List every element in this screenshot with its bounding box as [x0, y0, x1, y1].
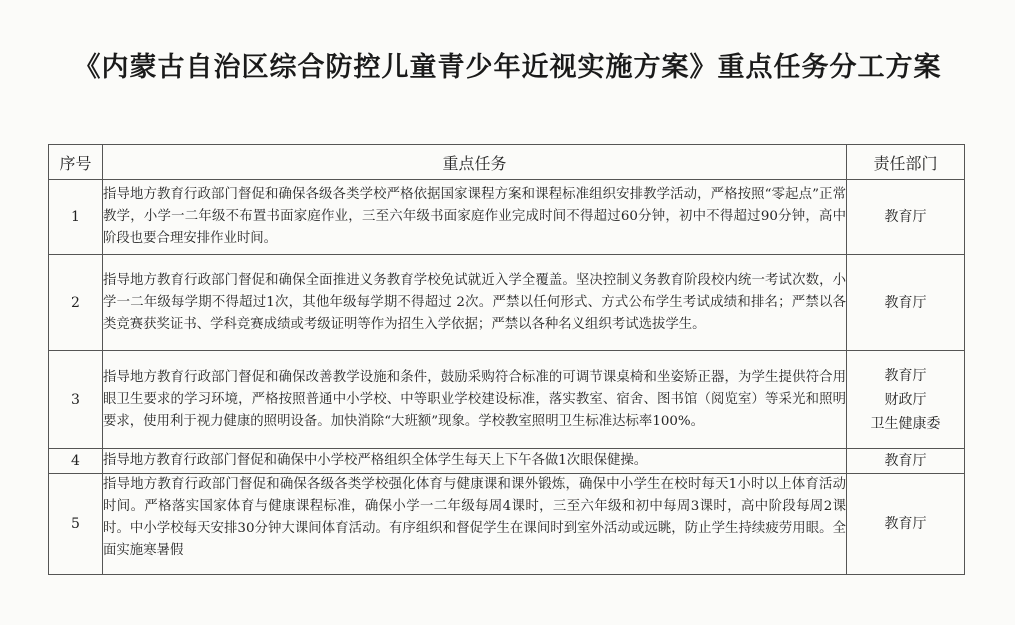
row-task: 指导地方教育行政部门督促和确保中小学校严格组织全体学生每天上下午各做1次眼保健操。: [103, 449, 847, 474]
row-num: 3: [49, 351, 103, 449]
task-table: [48, 144, 965, 575]
header-num: 序号: [49, 145, 103, 180]
document-title: 《内蒙古自治区综合防控儿童青少年近视实施方案》重点任务分工方案: [73, 52, 942, 83]
dept-name: 教育厅: [884, 294, 927, 311]
dept-name: 教育厅: [884, 367, 927, 384]
row-dept: [847, 255, 965, 351]
row-num: 2: [49, 255, 103, 351]
header-dept: 责任部门: [847, 145, 965, 180]
row-dept: [847, 351, 965, 449]
row-num: 1: [49, 180, 103, 255]
table-row: [49, 255, 965, 351]
row-num: 4: [49, 449, 103, 474]
table-row: [49, 474, 965, 575]
table-row: [49, 449, 965, 474]
row-task: 指导地方教育行政部门督促和确保改善教学设施和条件，鼓励采购符合标准的可调节课桌椅和坐姿矫正器，为学生提供符合用眼卫生要求的学习环境，严格按照普通中小学校、中等职业学校建设标准，落实教室、宿舍、图书馆（阅览室）等采光和照明要求，使用利于视力健康的照明设备。加快消除“大班额”现象。学校教室照明卫生标准达标率100%。: [103, 351, 847, 449]
dept-name: 卫生健康委: [870, 415, 941, 432]
row-dept: [847, 474, 965, 575]
table-row: [49, 180, 965, 255]
table-header-row: [49, 145, 965, 180]
row-dept: [847, 180, 965, 255]
row-dept: [847, 449, 965, 474]
row-task-text: 指导地方教育行政部门督促和确保各级各类学校强化体育与健康课和课外锻炼，确保中小学生在校时每天1小时以上体育活动时间。严格落实国家体育与健康课程标准，确保小学一二年级每周4课时，三至六年级和初中每周3课时，高中阶段每周2课时。中小学校每天安排30分钟大课间体育活动。有序组织和督促学生在课间时到室外活动或远眺，防止学生持续疲劳用眼。全面实施寒暑假: [103, 477, 846, 558]
dept-name: 财政厅: [884, 391, 927, 408]
header-task: 重点任务: [103, 145, 847, 180]
dept-name: 教育厅: [884, 209, 927, 225]
row-task: 指导地方教育行政部门督促和确保全面推进义务教育学校免试就近入学全覆盖。坚决控制义务教育阶段校内统一考试次数，小学一二年级每学期不得超过1次，其他年级每学期不得超过 2次。严禁以任何形式、方式公布学生考试成绩和排名；严禁以各类竞赛获奖证书、学科竞赛成绩或考级证明等作为招生入学依据；严禁以各种名义组织考试选拔学生。: [103, 255, 847, 351]
row-task: [103, 474, 847, 575]
table-row: [49, 351, 965, 449]
row-task: 指导地方教育行政部门督促和确保各级各类学校严格依据国家课程方案和课程标准组织安排教学活动，严格按照“零起点”正常教学，小学一二年级不布置书面家庭作业，三至六年级书面家庭作业完成时间不得超过60分钟，初中不得超过90分钟，高中阶段也要合理安排作业时间。: [103, 180, 847, 255]
dept-name: 教育厅: [884, 516, 927, 532]
dept-name: 教育厅: [884, 453, 927, 469]
row-num: 5: [49, 474, 103, 575]
